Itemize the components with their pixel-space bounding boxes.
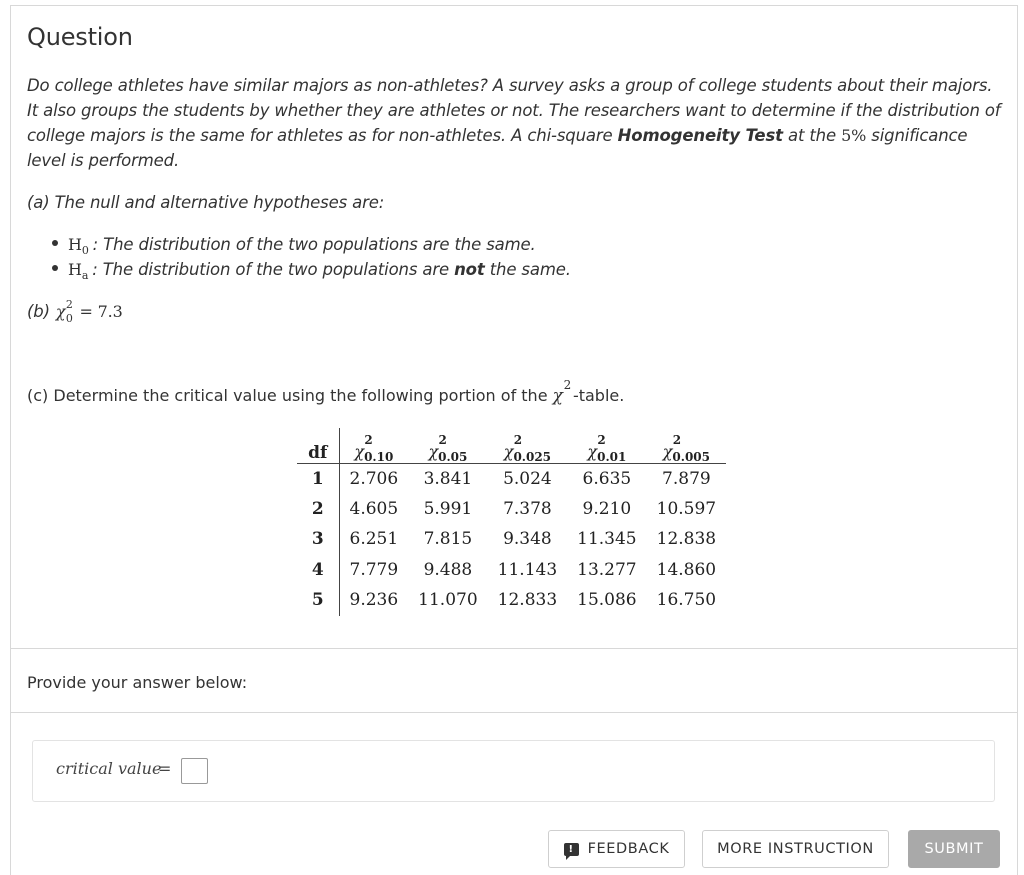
- section-divider: [10, 648, 1018, 649]
- chi-square-table: [297, 428, 726, 616]
- table-cell-df: 5: [297, 585, 339, 616]
- table-cell: 5.991: [423, 498, 473, 519]
- equals-sign: =: [158, 759, 172, 778]
- ha-text: : The distribution of the two populations are not the same.: [92, 260, 571, 279]
- answer-area: [32, 740, 995, 802]
- table-cell: 11.143: [497, 559, 558, 580]
- null-hypothesis: [52, 232, 571, 257]
- test-statistic-value: = 7.3: [79, 302, 123, 321]
- part-b: [27, 299, 123, 324]
- table-cell-df: 3: [297, 524, 339, 555]
- table-cell: 6.635: [582, 468, 632, 489]
- table-cell: 7.779: [349, 559, 399, 580]
- table-cell: 11.345: [577, 529, 637, 550]
- table-cell: 16.750: [656, 590, 717, 611]
- table-cell: 4.605: [349, 498, 399, 519]
- test-statistic-symbol: χ 2 0: [55, 298, 73, 325]
- table-cell: 2.706: [349, 468, 399, 489]
- table-cell: 6.251: [349, 529, 399, 550]
- table-cell-df: 4: [297, 555, 339, 586]
- alt-hypothesis: [52, 257, 571, 282]
- table-cell-df: 2: [297, 494, 339, 525]
- table-cell: 9.488: [423, 559, 473, 580]
- table-cell: 3.841: [423, 468, 473, 489]
- table-header-df: df: [297, 428, 339, 463]
- ha-symbol: $H_a$: [68, 260, 89, 283]
- page-title: Question: [27, 23, 133, 51]
- intro-text-2: at the: [782, 126, 842, 145]
- table-header: χ 2 $_{0.05}$: [408, 428, 487, 463]
- table-cell: 14.860: [656, 559, 717, 580]
- bullet-icon: [52, 265, 58, 271]
- table-cell: 7.815: [423, 529, 473, 550]
- intro-text-3: significance level is performed.: [27, 126, 968, 170]
- table-cell: 11.070: [418, 590, 478, 611]
- table-cell: 9.210: [582, 498, 632, 519]
- table-cell-df: 1: [297, 463, 339, 494]
- hypotheses-list: [52, 232, 571, 282]
- submit-button[interactable]: SUBMIT: [908, 830, 1000, 868]
- table-row: [297, 524, 726, 555]
- table-cell: 12.838: [656, 529, 717, 550]
- table-header: χ 2 $_{0.01}$: [567, 428, 646, 463]
- table-cell: 5.024: [503, 468, 552, 489]
- feedback-label: FEEDBACK: [587, 841, 670, 857]
- question-intro: [27, 73, 1002, 173]
- part-c: (c) Determine the critical value using the following portion of the χ 2 -table.: [27, 378, 625, 406]
- bullet-icon: [52, 240, 58, 246]
- table-header: χ 2 $_{0.005}$: [647, 428, 726, 463]
- section-divider: [10, 712, 1018, 713]
- feedback-button[interactable]: [548, 830, 685, 868]
- feedback-icon: !: [564, 843, 579, 856]
- table-row: [297, 463, 726, 494]
- table-header: χ 2 $_{0.025}$: [488, 428, 567, 463]
- part-b-label: (b): [27, 302, 50, 321]
- table-cell: 10.597: [656, 498, 717, 519]
- table-cell: 9.348: [503, 529, 552, 550]
- table-cell: 9.236: [349, 590, 399, 611]
- table-row: [297, 585, 726, 616]
- critical-value-label: critical value: [56, 759, 162, 778]
- table-cell: 13.277: [577, 559, 637, 580]
- h0-symbol: $H_0$: [68, 235, 89, 258]
- table-row: [297, 494, 726, 525]
- intro-text-1: Do college athletes have similar majors as non-athletes? A survey asks a group of college students about their majors. It also groups the students by whether they are athletes or not. The researchers want to determine if the distribution of college majors is the same for athletes as for non-athletes. A chi-square: [27, 76, 1001, 145]
- answer-prompt: Provide your answer below:: [27, 673, 248, 692]
- table-cell: 12.833: [497, 590, 558, 611]
- more-instruction-button[interactable]: MORE INSTRUCTION: [702, 830, 889, 868]
- table-header: χ 2 $_{0.10}$: [339, 428, 408, 463]
- table-row: [297, 555, 726, 586]
- h0-text: : The distribution of the two populations are the same.: [92, 235, 536, 254]
- table-header-row: [297, 428, 726, 463]
- critical-value-input[interactable]: [181, 758, 208, 784]
- intro-bold: Homogeneity Test: [617, 126, 783, 145]
- table-cell: 7.879: [662, 468, 711, 489]
- table-cell: 15.086: [577, 590, 637, 611]
- table-cell: 7.378: [503, 498, 552, 519]
- part-a-label: (a) The null and alternative hypotheses are:: [27, 193, 385, 212]
- chi-symbol: χ 2: [552, 378, 572, 406]
- significance-level: 5%: [841, 126, 867, 145]
